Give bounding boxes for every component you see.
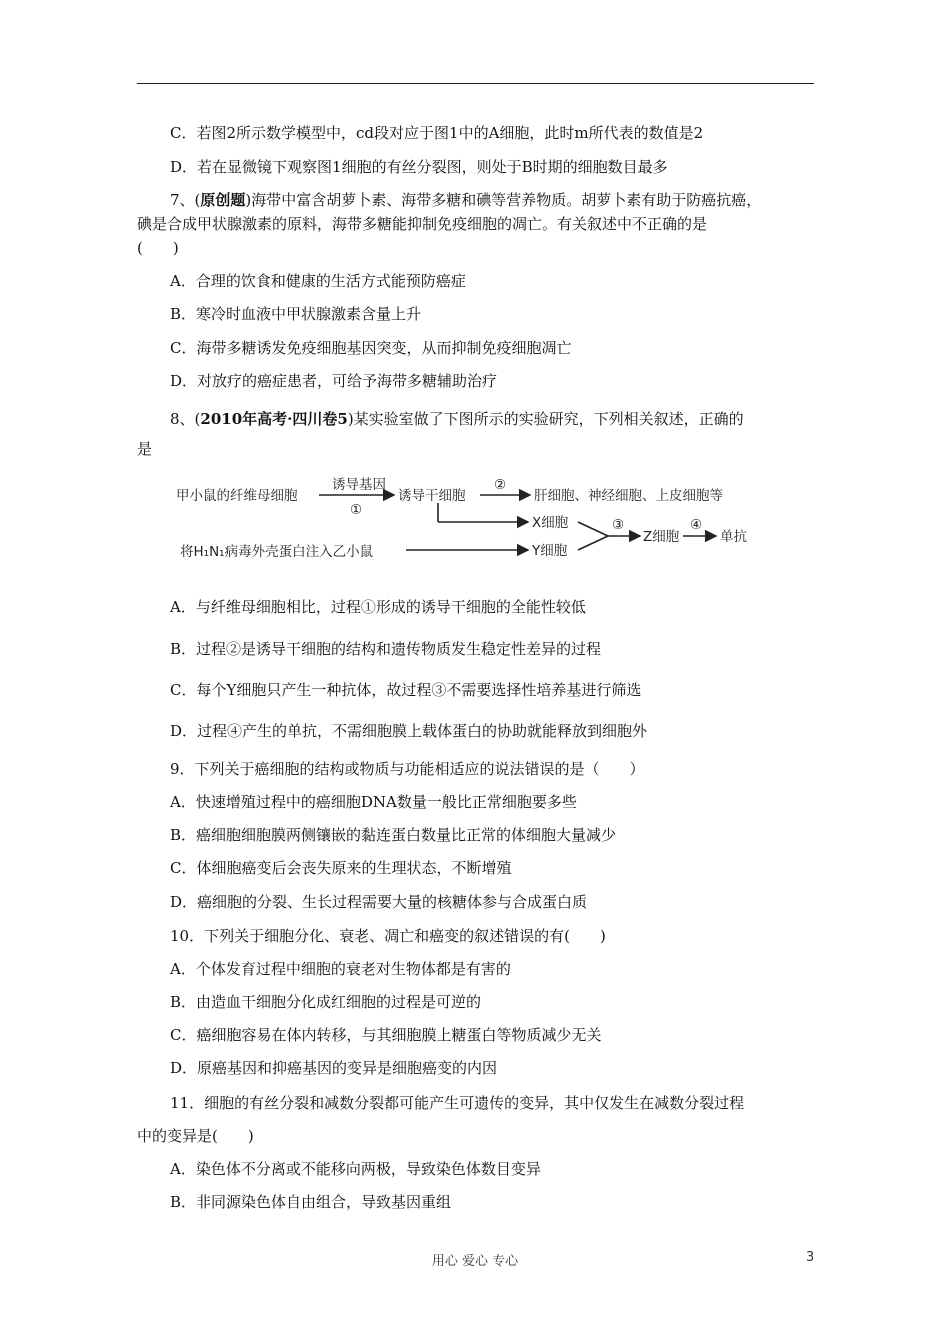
q9-option-c: C．体细胞癌变后会丧失原来的生理状态，不断增殖 <box>170 859 512 877</box>
q8-flow-diagram <box>176 476 768 572</box>
diagram-stem-cell: 诱导干细胞 <box>398 488 466 504</box>
q8-option-c: C．每个Y细胞只产生一种抗体，故过程③不需要选择性培养基进行筛选 <box>170 681 642 699</box>
q8-option-b: B．过程②是诱导干细胞的结构和遗传物质发生稳定性差异的过程 <box>170 640 602 658</box>
page-number: 3 <box>806 1250 815 1265</box>
q7-option-b: B．寒冷时血液中甲状腺激素含量上升 <box>170 305 422 323</box>
header-rule <box>137 83 814 84</box>
q8-option-d: D．过程④产生的单抗，不需细胞膜上载体蛋白的协助就能释放到细胞外 <box>170 722 648 740</box>
diagram-merge-top <box>578 522 608 536</box>
diagram-step-1: ① <box>350 502 363 518</box>
q7-stem-text: )海带中富含胡萝卜素、海带多糖和碘等营养物质。胡萝卜素有助于防癌抗癌， <box>245 191 762 209</box>
q10-option-b: B．由造血干细胞分化成红细胞的过程是可逆的 <box>170 993 482 1011</box>
q11-option-b: B．非同源染色体自由组合，导致基因重组 <box>170 1193 452 1211</box>
q7-answer-paren: ( ) <box>137 239 179 257</box>
diagram-source-b: 将H₁N₁病毒外壳蛋白注入乙小鼠 <box>180 544 374 560</box>
q11-option-a: A．染色体不分离或不能移向两极，导致染色体数目变异 <box>170 1160 541 1178</box>
q10-stem: 10．下列关于细胞分化、衰老、凋亡和癌变的叙述错误的有( ) <box>170 927 606 945</box>
diagram-product: 单抗 <box>720 529 747 545</box>
q8-number: 8、( <box>170 410 201 428</box>
diagram-y-cell: Y细胞 <box>532 543 568 559</box>
q7-number: 7、( <box>170 191 201 209</box>
q7-tag: 原创题 <box>200 191 246 209</box>
q6-option-d: D．若在显微镜下观察图1细胞的有丝分裂图，则处于B时期的细胞数目最多 <box>170 158 668 176</box>
diagram-step-2: ② <box>494 477 507 493</box>
diagram-source-a: 甲小鼠的纤维母细胞 <box>176 488 298 504</box>
q10-option-a: A．个体发育过程中细胞的衰老对生物体都是有害的 <box>170 960 511 978</box>
q7-option-a: A．合理的饮食和健康的生活方式能预防癌症 <box>170 272 466 290</box>
q9-option-b: B．癌细胞细胞膜两侧镶嵌的黏连蛋白数量比正常的体细胞大量减少 <box>170 826 617 844</box>
q7-stem-line1 <box>170 190 761 210</box>
q8-stem-text: )某实验室做了下图所示的实验研究，下列相关叙述，正确的 <box>347 410 744 428</box>
q10-option-d: D．原癌基因和抑癌基因的变异是细胞癌变的内因 <box>170 1059 498 1077</box>
q9-option-a: A．快速增殖过程中的癌细胞DNA数量一般比正常细胞要多些 <box>170 793 577 811</box>
q9-option-d: D．癌细胞的分裂、生长过程需要大量的核糖体参与合成蛋白质 <box>170 893 588 911</box>
diagram-x-cell: X细胞 <box>532 515 569 531</box>
q7-option-c: C．海带多糖诱发免疫细胞基因突变，从而抑制免疫细胞凋亡 <box>170 339 572 357</box>
q11-stem-line2: 中的变异是( ) <box>137 1127 254 1145</box>
q8-stem-line1 <box>170 409 744 429</box>
q11-stem-line1: 11．细胞的有丝分裂和减数分裂都可能产生可遗传的变异，其中仅发生在减数分裂过程 <box>170 1094 745 1112</box>
q7-option-d: D．对放疗的癌症患者，可给予海带多糖辅助治疗 <box>170 372 498 390</box>
diagram-merge-bottom <box>578 536 608 550</box>
diagram-differentiated-cells: 肝细胞、神经细胞、上皮细胞等 <box>534 488 723 504</box>
q7-stem-line2: 碘是合成甲状腺激素的原料，海带多糖能抑制免疫细胞的凋亡。有关叙述中不正确的是 <box>137 215 708 233</box>
diagram-step-3: ③ <box>612 517 625 533</box>
q8-stem-line2: 是 <box>137 440 153 458</box>
diagram-step-4: ④ <box>690 517 703 533</box>
diagram-z-cell: Z细胞 <box>643 529 680 545</box>
q8-option-a: A．与纤维母细胞相比，过程①形成的诱导干细胞的全能性较低 <box>170 598 586 616</box>
q10-option-c: C．癌细胞容易在体内转移，与其细胞膜上糖蛋白等物质减少无关 <box>170 1026 602 1044</box>
diagram-arrow1-label: 诱导基因 <box>332 477 386 493</box>
q8-tag: 2010年高考·四川卷5 <box>200 410 348 428</box>
page-footer: 用心 爱心 专心 <box>431 1254 519 1269</box>
q6-option-c: C．若图2所示数学模型中，cd段对应于图1中的A细胞，此时m所代表的数值是2 <box>170 124 704 142</box>
q9-stem: 9．下列关于癌细胞的结构或物质与功能相适应的说法错误的是（ ） <box>170 760 645 778</box>
